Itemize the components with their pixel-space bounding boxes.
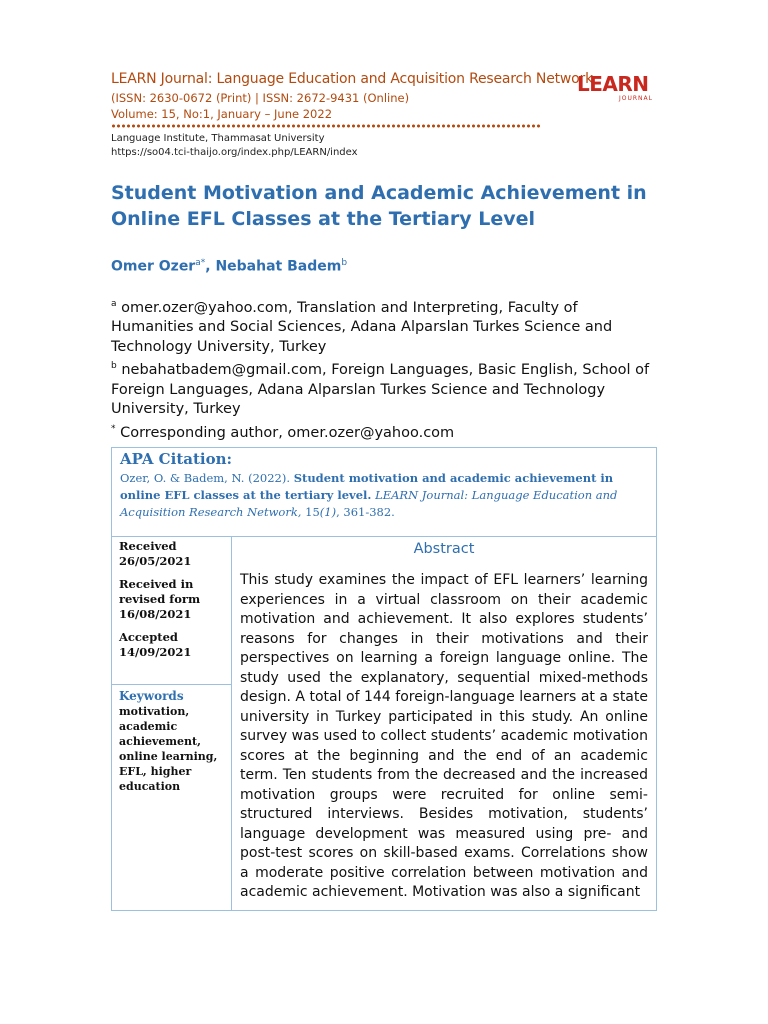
- citation-pages: , 361-382.: [336, 505, 395, 519]
- affiliation-a-text: omer.ozer@yahoo.com, Translation and Interpreting, Faculty of Humanities and Social Sciences, Adana Alparslan Turkes Science and Technology University, Turkey: [111, 299, 613, 355]
- journal-url[interactable]: https://so04.tci-thaijo.org/index.php/LEARN/index: [111, 147, 358, 158]
- abstract-column: [231, 537, 657, 911]
- accepted-date: 14/09/2021: [119, 645, 192, 659]
- received-label: Received: [119, 539, 177, 553]
- abstract-heading: Abstract: [413, 541, 475, 557]
- keywords-list: motivation, academic achievement, online learning, EFL, higher education: [119, 705, 218, 793]
- author-line: [111, 258, 347, 275]
- citation-issue: (1): [319, 505, 337, 519]
- affiliation-b-sup: b: [111, 361, 117, 372]
- citation-volume: 15: [305, 505, 320, 519]
- received-group: [119, 539, 224, 569]
- corresponding-text: Corresponding author, omer.ozer@yahoo.com: [120, 424, 455, 441]
- affiliation-a-sup: a: [111, 299, 117, 309]
- affiliation-b: [111, 357, 656, 419]
- citation-text: [120, 470, 648, 521]
- citation-year: 2022: [252, 471, 282, 485]
- citation-authors: Ozer, O. & Badem, N. (: [120, 471, 253, 485]
- journal-logo: [577, 74, 653, 104]
- dotted-divider: [111, 124, 541, 128]
- citation-box: [111, 447, 657, 537]
- journal-institute: Language Institute, Thammasat University: [111, 133, 325, 144]
- logo-text: LEARN: [577, 72, 649, 96]
- abstract-body: This study examines the impact of EFL learners’ learning experiences in a virtual classroom on their academic motivation and achievement. It also explores students’ reasons for changes in their motivations and their perspectives on learning a foreign language online. The study used the explanatory, sequential mixed-methods design. A total of 144 foreign-language learners at a state university in Turkey participated in this study. An online survey was used to collect students’ academic motivation scores at the beginning and the end of an academic term. Ten students from the decreased and the increased motivation groups were recruited for online semi-structured interviews. Besides motivation, students’ language development was measured using pre- and post-test scores on skill-based exams. Correlations show a moderate positive correlation between motivation and academic achievement. Motivation was also a significant: [240, 572, 648, 900]
- affiliations: [111, 295, 656, 443]
- logo-subtext: JOURNAL: [619, 95, 653, 102]
- revised-date: 16/08/2021: [119, 607, 192, 621]
- article-info-column: [111, 537, 232, 911]
- author-2: Nebahat Badem: [215, 258, 342, 275]
- citation-title: Student motivation and academic achievement in online EFL classes at the tertiary level.: [120, 471, 614, 502]
- author-1-sup: a*: [195, 258, 206, 268]
- journal-title: LEARN Journal: Language Education and Acquisition Research Network: [111, 71, 593, 87]
- corresponding-sup: *: [111, 423, 116, 434]
- accepted-group: [119, 630, 224, 660]
- paper-title: Student Motivation and Academic Achievement in Online EFL Classes at the Tertiary Level: [111, 182, 647, 230]
- keywords-section: [112, 687, 231, 796]
- revised-group: [119, 577, 224, 622]
- citation-after-year: ).: [281, 471, 294, 485]
- revised-label-2: revised form: [119, 592, 201, 606]
- accepted-label: Accepted: [119, 630, 178, 644]
- journal-volume: Volume: 15, No:1, January – June 2022: [111, 107, 333, 121]
- author-2-sup: b: [341, 258, 348, 268]
- author-1: Omer Ozer: [111, 258, 196, 275]
- article-dates: [112, 537, 231, 685]
- author-separator: ,: [205, 258, 216, 275]
- journal-issn: (ISSN: 2630-0672 (Print) | ISSN: 2672-9431 (Online): [111, 91, 410, 105]
- affiliation-b-text: nebahatbadem@gmail.com, Foreign Languages, Basic English, School of Foreign Languages, Adana Alparslan Turkes Science and Technology University, Turkey: [111, 362, 650, 418]
- citation-heading: APA Citation:: [120, 450, 233, 468]
- revised-label-1: Received in: [119, 577, 194, 591]
- keywords-heading: Keywords: [119, 689, 184, 703]
- corresponding-author: [111, 420, 656, 443]
- received-date: 26/05/2021: [119, 554, 192, 568]
- affiliation-a: [111, 295, 656, 357]
- citation-journal: LEARN Journal: Language Education and Acquisition Research Network,: [120, 488, 618, 519]
